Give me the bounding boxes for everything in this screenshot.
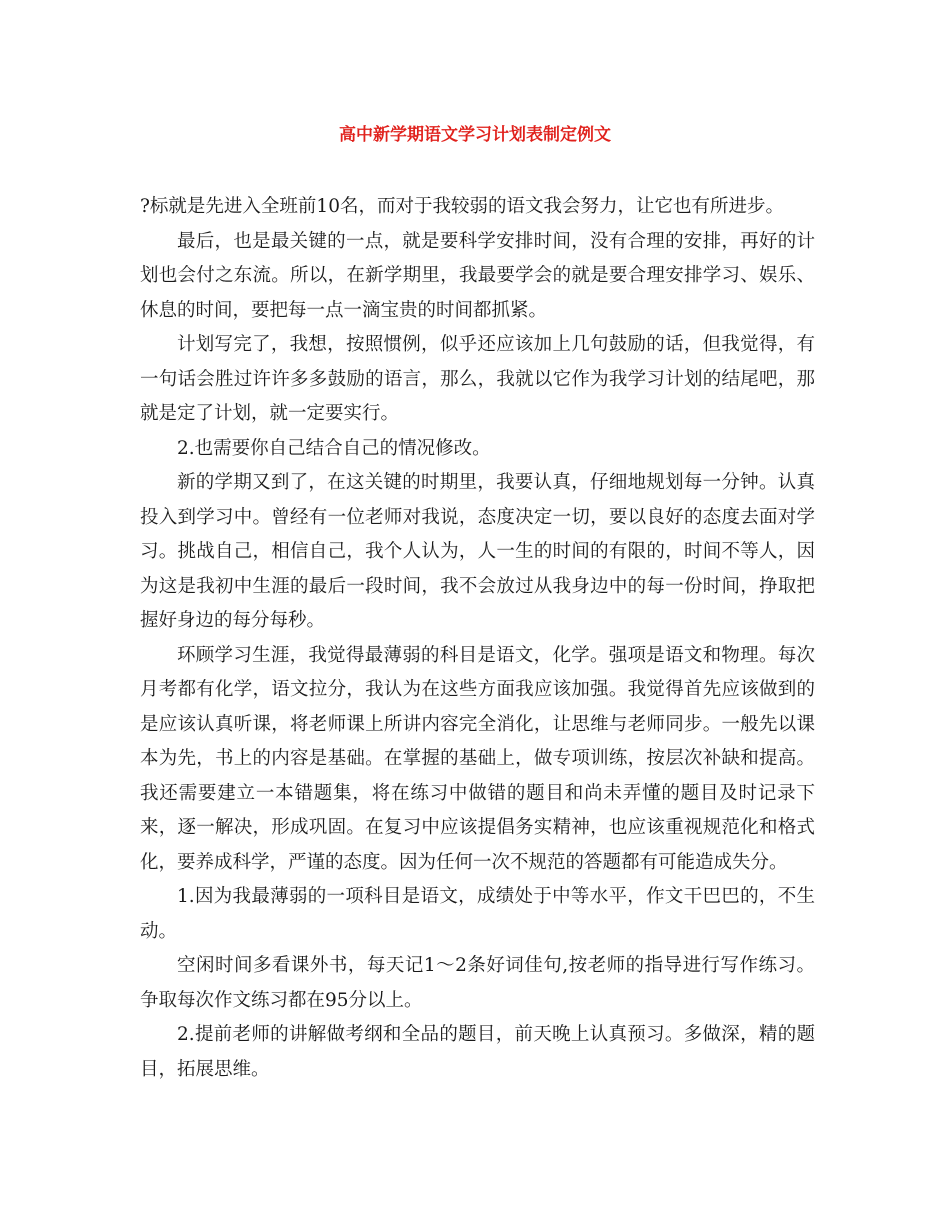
paragraph-3: 计划写完了，我想，按照惯例，似乎还应该加上几句鼓励的话，但我觉得，有一句话会胜过许许多多鼓励的语言，那么，我就以它作为我学习计划的结尾吧，那就是定了计划，就一定要实行。 xyxy=(140,334,815,424)
document-title: 高中新学期语文学习计划表制定例文 xyxy=(339,125,611,145)
paragraph-7: 1.因为我最薄弱的一项科目是语文，成绩处于中等水平，作文干巴巴的，不生动。 xyxy=(140,886,815,942)
paragraph-4: 2.也需要你自己结合自己的情况修改。 xyxy=(177,437,491,459)
document-body xyxy=(140,190,815,1087)
paragraph-6: 环顾学习生涯，我觉得最薄弱的科目是语文，化学。强项是语文和物理。每次月考都有化学，语文拉分，我认为在这些方面我应该加强。我觉得首先应该做到的是应该认真听课，将老师课上所讲内容完全消化，让思维与老师同步。一般先以课本为先，书上的内容是基础。在掌握的基础上，做专项训练，按层次补缺和提高。我还需要建立一本错题集，将在练习中做错的题目和尚未弄懂的题目及时记录下来，逐一解决，形成巩固。在复习中应该提倡务实精神，也应该重视规范化和格式化，要养成科学，严谨的态度。因为任何一次不规范的答题都有可能造成失分。 xyxy=(140,644,815,873)
paragraph-2: 最后，也是最关键的一点，就是要科学安排时间，没有合理的安排，再好的计划也会付之东流。所以，在新学期里，我最要学会的就是要合理安排学习、娱乐、休息的时间，要把每一点一滴宝贵的时间都抓紧。 xyxy=(140,230,815,321)
paragraph-5: 新的学期又到了，在这关键的时期里，我要认真，仔细地规划每一分钟。认真投入到学习中。曾经有一位老师对我说，态度决定一切，要以良好的态度去面对学习。挑战自己，相信自己，我个人认为，人一生的时间的有限的，时间不等人，因为这是我初中生涯的最后一段时间，我不会放过从我身边中的每一份时间，挣取把握好身边的每分每秒。 xyxy=(140,472,815,631)
paragraph-8: 空闲时间多看课外书，每天记1～2条好词佳句,按老师的指导进行写作练习。争取每次作文练习都在95分以上。 xyxy=(140,955,815,1011)
paragraph-9: 2.提前老师的讲解做考纲和全品的题目，前天晚上认真预习。多做深，精的题目，拓展思维。 xyxy=(140,1024,815,1080)
paragraph-1: ?标就是先进入全班前10名，而对于我较弱的语文我会努力，让它也有所进步。 xyxy=(140,196,784,217)
